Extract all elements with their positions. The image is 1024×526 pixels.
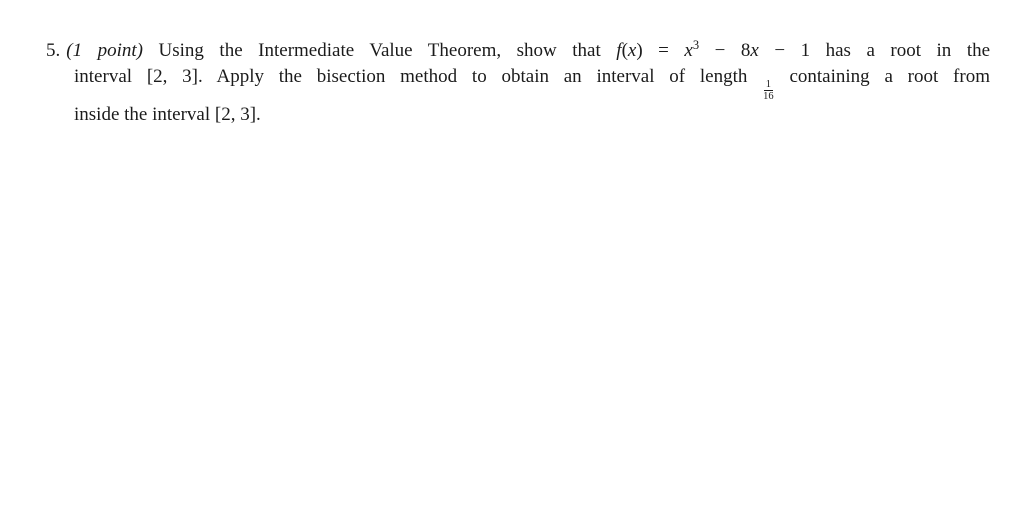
math-minus-8: − 8 bbox=[699, 40, 751, 61]
problem-line-3 bbox=[74, 102, 990, 128]
problem-number: 5. bbox=[46, 40, 61, 61]
fraction-denominator: 16 bbox=[763, 91, 774, 103]
points-label: (1 point) bbox=[66, 40, 143, 61]
text-run: has a root in the bbox=[810, 40, 991, 61]
math-var-x: x bbox=[750, 40, 759, 61]
fraction-one-sixteenth bbox=[762, 79, 775, 102]
text-run: containing a root from bbox=[774, 66, 990, 87]
fraction-numerator: 1 bbox=[765, 79, 772, 90]
right-paren-equals: ) = bbox=[636, 40, 685, 61]
math-minus-1: − 1 bbox=[758, 40, 811, 61]
math-var-x: x bbox=[627, 40, 637, 61]
left-paren: ( bbox=[621, 40, 628, 61]
text-run: inside the interval [2, 3]. bbox=[74, 104, 261, 126]
document-page bbox=[46, 38, 991, 128]
math-var-f: f bbox=[616, 40, 622, 61]
text-run: Using the Intermediate Value Theorem, show that bbox=[158, 40, 617, 61]
problem-line-2 bbox=[74, 64, 990, 102]
problem-line-1 bbox=[46, 38, 991, 64]
superscript-exponent: 3 bbox=[692, 38, 700, 52]
math-var-x: x bbox=[684, 40, 693, 61]
text-run: interval [2, 3]. Apply the bisection method to obtain an interval of length bbox=[74, 66, 763, 87]
